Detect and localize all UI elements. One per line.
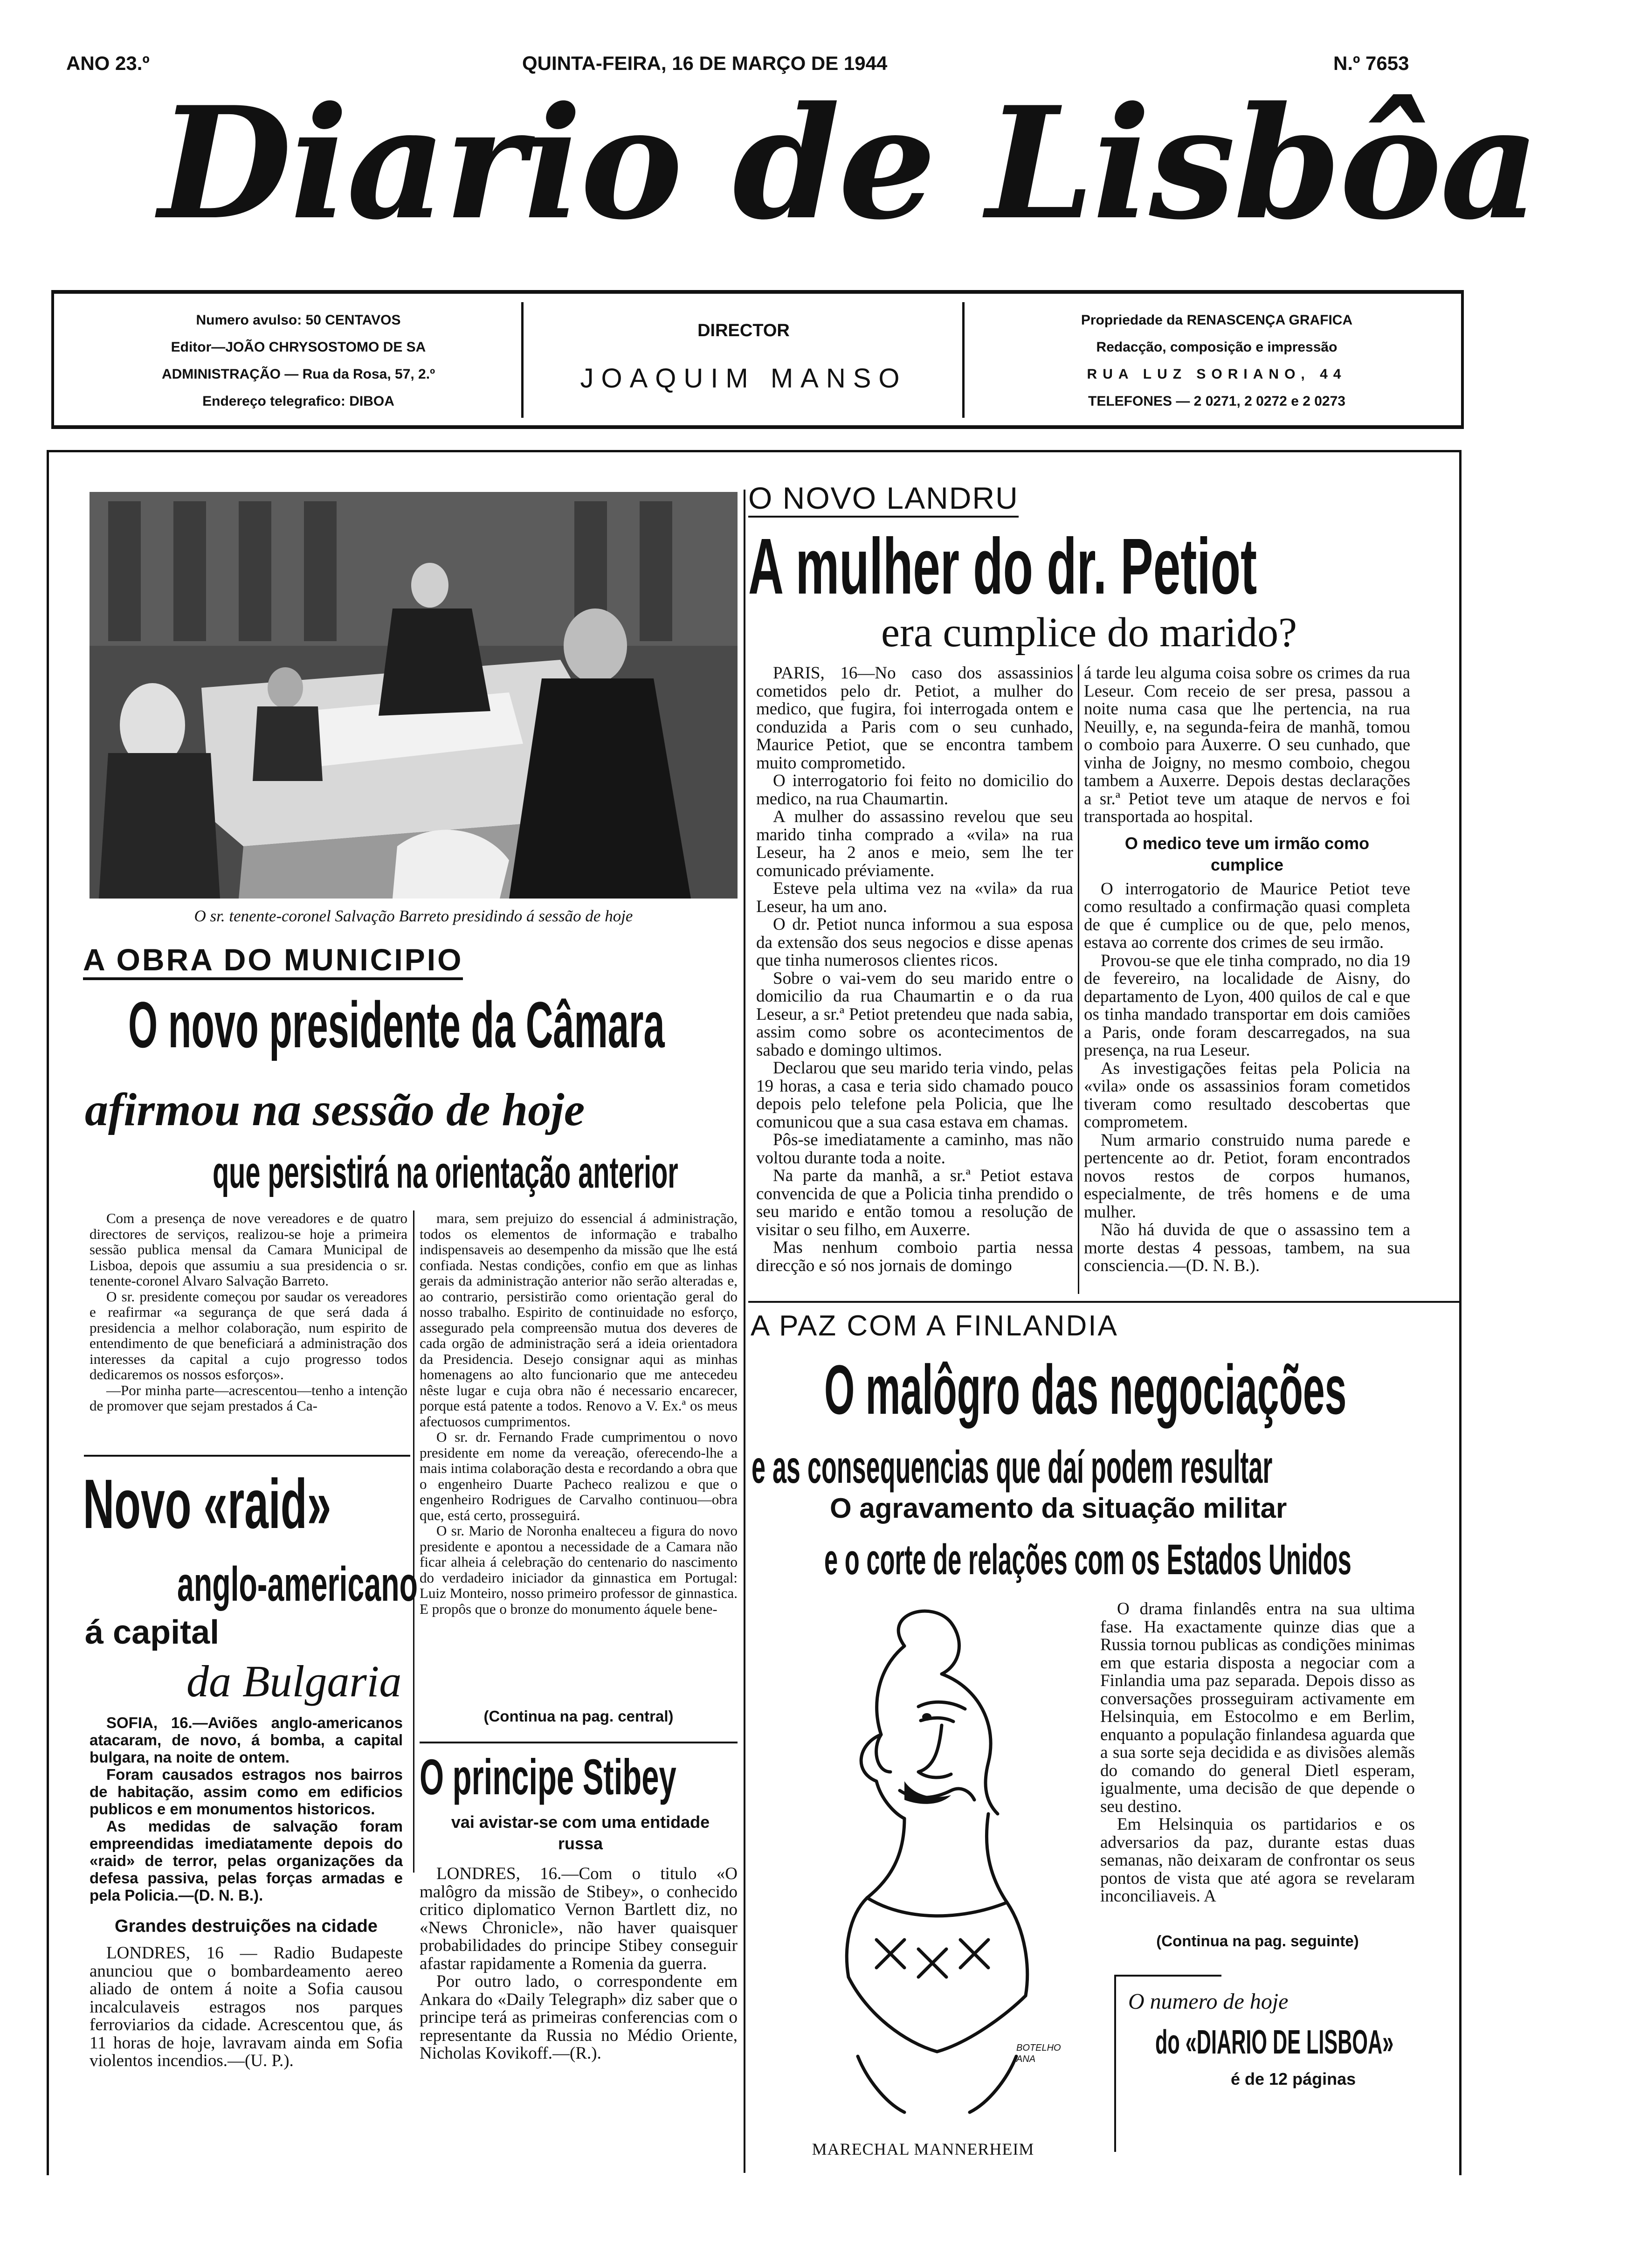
telegraph-line: Endereço telegrafico: DIBOA (202, 394, 394, 409)
phones-line: TELEFONES — 2 0271, 2 0272 e 2 0273 (1088, 394, 1345, 409)
editor-line: Editor—JOÃO CHRYSOSTOMO DE SA (171, 339, 426, 355)
owner-line: Propriedade da RENASCENÇA GRAFICA (1081, 312, 1353, 328)
paragraph: A mulher do assassino revelou que seu marido tinha comprado a «vila» na rua Leseur, ha 2 anos e meio, sem lhe ter comunicado préviamente. (756, 807, 1073, 880)
issue-number: N.º 7653 (1333, 52, 1409, 74)
paragraph: Foram causados estragos nos bairros de habitação, assim como em edificios publicos e em monumentos historicos. (90, 1766, 403, 1818)
finlandia-kicker: A PAZ COM A FINLANDIA (751, 1310, 1118, 1342)
session-photo (90, 492, 738, 899)
finlandia-sub-1: e as consequencias que daí podem resultar (752, 1441, 1273, 1493)
stibey-body (420, 1865, 738, 2063)
notice-line-1: O numero de hoje (1128, 1989, 1289, 2014)
paragraph: Esteve pela ultima vez na «vila» da rua Leseur, ha um ano. (756, 879, 1073, 916)
paragraph: O interrogatorio foi feito no domicilio do medico, na rua Chaumartin. (756, 771, 1073, 809)
mannerheim-cartoon (765, 1595, 1082, 2131)
paragraph: O sr. dr. Fernando Frade cumprimentou o novo presidente em nome da vereação, oferecendo-lhe a mais intima colaboração desta e recordando a obra que o engenheiro Duarte Pacheco realizou e que o engenheiro Rodrigues de Carvalho continuou—obra que, está certo, prosseguirá. (420, 1429, 738, 1523)
paragraph: LONDRES, 16 — Radio Budapeste anunciou que o bombardeamento aereo aliado de ontem á noite a Sofia causou incalculaveis estragos nos parques ferroviarios da cidade. Acrescentou que, ás 11 horas de hoje, lavravam ainda em Sofia violentos incendios.—(U. P.). (90, 1943, 403, 2070)
newspaper-title: Diario de Lisbôa (159, 73, 1538, 254)
paragraph: Na parte da manhã, a sr.ª Petiot estava convencida de que a Policia tinha prendido o seu marido e então tomou a resolução de visitar o seu filho, em Auxerre. (756, 1166, 1073, 1239)
paragraph: Pôs-se imediatamente a caminho, mas não voltou durante toda a noite. (756, 1130, 1073, 1168)
paragraph: —Por minha parte—acrescentou—tenho a intenção de promover que sejam prestados á Ca- (90, 1382, 407, 1414)
administration-line: ADMINISTRAÇÃO — Rua da Rosa, 57, 2.º (161, 366, 435, 382)
landru-headline: A mulher do dr. Petiot (748, 522, 1257, 611)
paragraph: O sr. presidente começou por saudar os vereadores e reafirmar «a segurança de que será dada á presidencia a melhor colaboração, num espirito de entendimento de que beneficiará a administração dos interesses da capital a cujo progresso todos dedicaremos os nossos esforços». (90, 1288, 407, 1383)
notice-line-2: do «DIARIO DE LISBOA» (1155, 2024, 1394, 2061)
paragraph: Sobre o vai-vem do seu marido entre o domicilio da rua Chaumartin e o da rua Leseur, a sr.ª Petiot pretendeu que nada sabia, assim como sobre os acontecimentos de sabado e domingo ultimos. (756, 968, 1073, 1060)
municipio-kicker: A OBRA DO MUNICIPIO (83, 942, 463, 980)
paragraph: Declarou que seu marido teria vindo, pelas 19 horas, a casa e teria sido chamado pouco depois pelo telefone pela Policia, que lhe comunicou que a sua casa estava em chamas. (756, 1058, 1073, 1132)
municipio-headline: O novo presidente da Câmara (128, 988, 665, 1061)
municipio-continua: (Continua na pag. central) (483, 1708, 674, 1725)
raid-headline: Novo «raid» (83, 1465, 331, 1543)
finlandia-headline: O malôgro das negociações (824, 1350, 1347, 1429)
raid-lead (90, 1714, 403, 1904)
paragraph: mara, sem prejuizo do essencial á administração, todos os elementos de informação e trabalho indispensaveis ao desempenho da missão que lhe está confiada. Nestas condições, confio em que as linhas gerais da administração anterior não serão alteradas e, ao contrario, persistirão como orientação geral do nosso trabalho. Espirito de continuidade no esforço, assegurado pela compreensão mutua dos deveres de cada orgão de administração será a ideia orientadora da Presidencia. Desejo consignar aqui as minhas homenagens ao alto funcionario que me antecedeu nêste lugar e cuja obra não é necessario encarecer, porque está patente a todos. Renovo a V. Ex.ª os meus afectuosos cumprimentos. (420, 1210, 738, 1430)
paragraph: PARIS, 16—No caso dos assassinios cometidos pelo dr. Petiot, a mulher do medico, que fugira, foi interrogada ontem e conduzida a Paris com o seu cunhado, Maurice Petiot, que se encontra tambem muito comprometido. (756, 664, 1073, 773)
paragraph: Num armario construido numa parede e pertencente ao dr. Petiot, foram encontrados novos restos de corpos humanos, especialmente, de três homens e de uma mulher. (1084, 1130, 1410, 1222)
municipio-col-2 (420, 1210, 738, 1617)
paragraph: LONDRES, 16.—Com o titulo «O malôgro da missão de Stibey», o conhecido critico diplomatico Vernon Bartlett diz, no «News Chronicle», não haver quaisquer probabilidades do principe Stibey conseguir afastar rapidamente a Romenia da guerra. (420, 1864, 738, 1973)
paragraph: O dr. Petiot nunca informou a sua esposa da extensão dos seus negocios e disse apenas que tinha numerosos clientes ricos. (756, 915, 1073, 970)
cartoon-caption: MARECHAL MANNERHEIM (812, 2140, 1034, 2158)
landru-col-2-subhead: O medico teve um irmão como cumplice (1124, 833, 1370, 874)
paragraph: As medidas de salvação foram empreendidas imediatamente depois do «raid» de terror, pelas organizações da defesa passiva, pelas forças armadas e pela Policia.—(D. N. B.). (90, 1818, 403, 1904)
municipio-subhead-2: que persistirá na orientação anterior (213, 1148, 678, 1197)
landru-col-2 (1084, 664, 1410, 1275)
photo-caption: O sr. tenente-coronel Salvação Barreto presidindo á sessão de hoje (194, 907, 633, 925)
notice-line-3: é de 12 páginas (1231, 2069, 1356, 2088)
director-label: DIRECTOR (697, 321, 790, 340)
raid-sub-2: á capital (85, 1614, 220, 1651)
editorial-line: Redacção, composição e impressão (1096, 339, 1338, 355)
finlandia-sub-3: e o corte de relações com os Estados Unidos (824, 1536, 1351, 1583)
director-name: JOAQUIM MANSO (580, 363, 907, 394)
paragraph: As investigações feitas pela Policia na «vila» onde os assassinios foram cometidos tiveram como resultado descobertas que comprometem. (1084, 1058, 1410, 1132)
raid-body (90, 1944, 403, 2070)
landru-col-1 (756, 664, 1073, 1275)
cartoon-signature: BOTELHO ANA (1016, 2043, 1061, 2064)
municipio-subhead-1: afirmou na sessão de hoje (85, 1084, 585, 1135)
paragraph: Não há duvida de que o assassino tem a morte destas 4 pessoas, tambem, na sua consciencia.—(D. N. B.). (1084, 1220, 1410, 1275)
finlandia-body (1100, 1600, 1415, 1906)
finlandia-continua: (Continua na pag. seguinte) (1156, 1932, 1359, 1950)
paragraph: O drama finlandês entra na sua ultima fase. Ha exactamente quinze dias que a Russia tornou publicas as condições minimas em que estaria disposta a negociar com a Finlandia uma paz separada. Depois disso as conversações prosseguiram activamente em Helsinquia, em Estocolmo e em Berlim, enquanto a população finlandesa aguarda que a sua sorte seja decidida e as divisões alemãs do comando do general Dietl esperam, igualmente, uma decisão de que depende o seu destino. (1100, 1599, 1415, 1816)
paragraph: Por outro lado, o correspondente em Ankara do «Daily Telegraph» diz saber que o principe terá as primeiras conferencias com o representante da Russia no Médio Oriente, Nicholas Kovikoff.—(R.). (420, 1972, 738, 2063)
info-box-right (974, 307, 1459, 415)
municipio-col-1 (90, 1210, 407, 1414)
stibey-sub: vai avistar-se com uma entidade russa (451, 1812, 710, 1853)
paragraph: O interrogatorio de Maurice Petiot teve como resultado a confirmação quasi completa de que é cumplice ou de que, pelo menos, estava ao corrente dos crimes de seu irmão. (1084, 879, 1410, 952)
price-line: Numero avulso: 50 CENTAVOS (196, 312, 401, 328)
landru-kicker: O NOVO LANDRU (748, 480, 1019, 518)
raid-sub-3: da Bulgaria (186, 1656, 402, 1706)
session-photo-drawing (90, 492, 738, 899)
stibey-headline: O principe Stibey (420, 1749, 676, 1805)
landru-subhead: era cumplice do marido? (881, 609, 1297, 656)
raid-sub-1: anglo-americano (177, 1557, 418, 1611)
address-line: RUA LUZ SORIANO, 44 (1087, 366, 1347, 382)
raid-subhead: Grandes destruições na cidade (115, 1916, 378, 1936)
paragraph: SOFIA, 16.—Aviões anglo-americanos atacaram, de novo, á bomba, a capital bulgara, na noite de ontem. (90, 1714, 403, 1766)
paragraph: Com a presença de nove vereadores e de quatro directores de serviços, realizou-se hoje a primeira sessão publica mensal da Camara Municipal de Lisboa, depois que assumiu a sua presidencia o sr. tenente-coronel Alvaro Salvação Barreto. (90, 1210, 407, 1289)
issue-year: ANO 23.º (66, 52, 150, 74)
paragraph: Mas nenhum comboio partia nessa direcção e só nos jornais de domingo (756, 1238, 1073, 1275)
finlandia-sub-2: O agravamento da situação militar (830, 1493, 1287, 1524)
paragraph: Em Helsinquia os partidarios e os adversarios da paz, durante estas duas semanas, não deixaram de confrontar os seus pontos de vista que até agora se revelaram inconciliaveis. A (1100, 1815, 1415, 1906)
paragraph: O sr. Mario de Noronha enalteceu a figura do novo presidente e apontou a necessidade de a Camara não ficar alheia á celebração do centenario do nascimento do verdadeiro iniciador da ginnastica em Portugal: Luiz Monteiro, nosso primeiro professor de ginnastica. E propôs que o bronze do monumento áquele bene- (420, 1522, 738, 1617)
paragraph: Provou-se que ele tinha comprado, no dia 19 de fevereiro, na localidade de Aisny, do departamento de Lyon, 400 quilos de cal e que os tinha mandado transportar em dois camiões a Paris, onde foram descarregados, na sua presença, na rua Leseur. (1084, 951, 1410, 1060)
info-box-left (93, 307, 503, 415)
paragraph: á tarde leu alguma coisa sobre os crimes da rua Leseur. Com receio de ser presa, passou a noite numa casa que lhe pertencia, na rua Neuilly, e, na segunda-feira de manhã, tomou o comboio para Auxerre. O seu cunhado, que vinha de Joigny, no mesmo comboio, chegou tambem a Auxerre. Depois destas declarações a sr.ª Petiot teve um ataque de nervos e foi transportada ao hospital. (1084, 664, 1410, 826)
issue-date: QUINTA-FEIRA, 16 DE MARÇO DE 1944 (522, 52, 888, 74)
